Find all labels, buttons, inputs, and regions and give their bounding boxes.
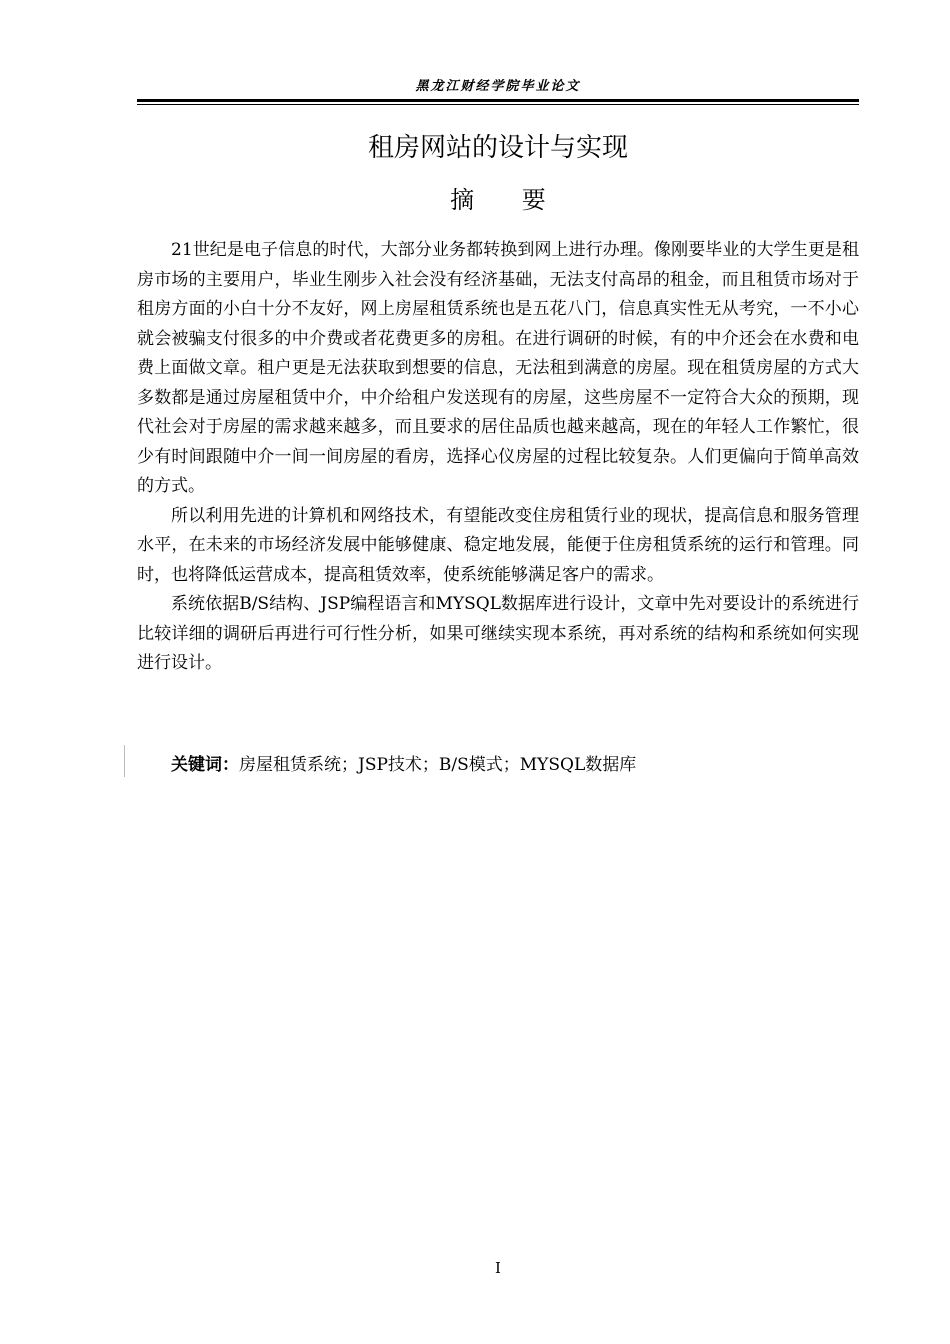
paper-title: 租房网站的设计与实现 bbox=[367, 133, 628, 163]
margin-change-bar bbox=[124, 745, 125, 777]
abstract-heading: 摘 要 bbox=[450, 186, 546, 214]
abstract-body bbox=[137, 236, 859, 679]
abstract-paragraph-3: 系统依据B/S结构、JSP编程语言和MYSQL数据库进行设计，文章中先对要设计的系统进行比较详细的调研后再进行可行性分析，如果可继续实现本系统，再对系统的结构和系统如何实现进行设计。 bbox=[137, 594, 859, 673]
abstract-paragraph-1: 21世纪是电子信息的时代，大部分业务都转换到网上进行办理。像刚要毕业的大学生更是租房市场的主要用户，毕业生刚步入社会没有经济基础，无法支付高昂的租金，而且租赁市场对于租房方面的小白十分不友好，网上房屋租赁系统也是五花八门，信息真实性无从考究，一不小心就会被骗支付很多的中介费或者花费更多的房租。在进行调研的时候，有的中介还会在水费和电费上面做文章。租户更是无法获取到想要的信息，无法租到满意的房屋。现在租赁房屋的方式大多数都是通过房屋租赁中介，中介给租户发送现有的房屋，这些房屋不一定符合大众的预期，现代社会对于房屋的需求越来越多，而且要求的居住品质也越来越高，现在的年轻人工作繁忙，很少有时间跟随中介一间一间房屋的看房，选择心仪房屋的过程比较复杂。人们更偏向于简单高效的方式。 bbox=[137, 240, 859, 496]
keywords-line bbox=[137, 751, 859, 779]
keywords-text: 房屋租赁系统；JSP技术；B/S模式；MYSQL数据库 bbox=[239, 755, 637, 775]
abstract-paragraph-2: 所以利用先进的计算机和网络技术，有望能改变住房租赁行业的现状，提高信息和服务管理水平，在未来的市场经济发展中能够健康、稳定地发展，能便于住房租赁系统的运行和管理。同时，也将降低运营成本，提高租赁效率，使系统能够满足客户的需求。 bbox=[137, 505, 859, 585]
header-rule-thin bbox=[137, 104, 859, 105]
header-rule-thick bbox=[137, 99, 859, 102]
keywords-label: 关键词： bbox=[171, 755, 239, 775]
running-header: 黑龙江财经学院毕业论文 bbox=[415, 79, 581, 94]
page-number: I bbox=[495, 1259, 501, 1277]
